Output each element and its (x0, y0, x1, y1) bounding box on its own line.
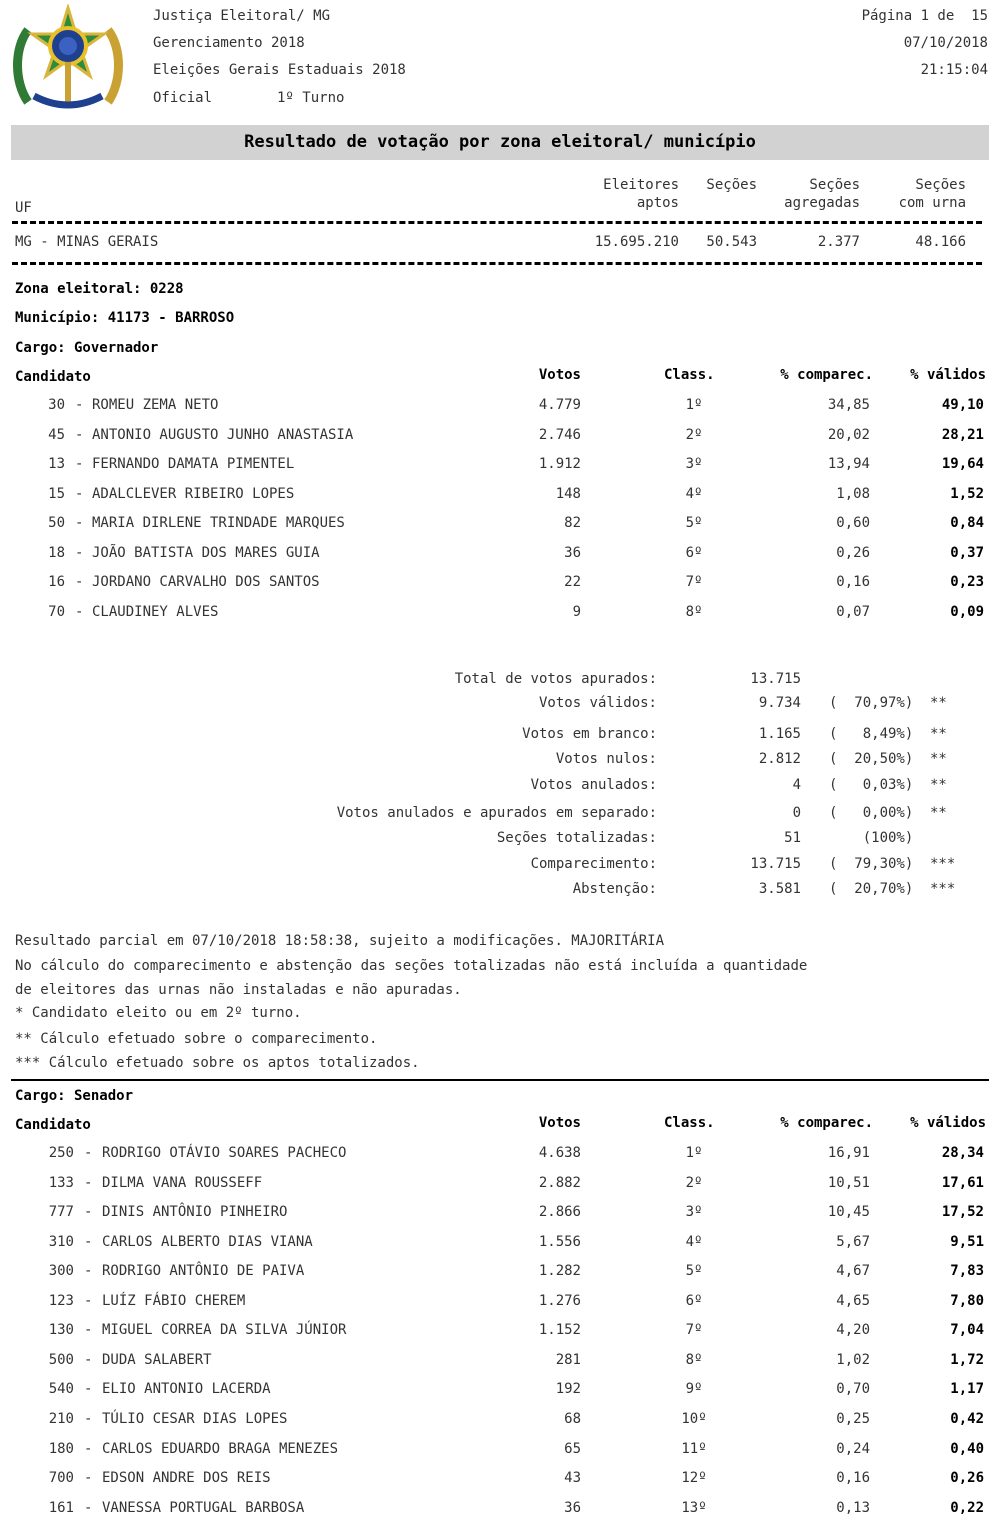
dash-separator: - (84, 1174, 93, 1191)
candidate-class: 5º (685, 1263, 703, 1280)
summary-row (0, 856, 1000, 878)
summary-value: 13.715 (750, 671, 801, 687)
table-row (0, 397, 1000, 421)
summary-value: 2.812 (758, 751, 801, 767)
dash-separator: - (75, 603, 84, 620)
dash-separator: - (84, 1381, 93, 1398)
candidate-number: 130 (48, 1322, 74, 1339)
candidate-validos: 1,17 (950, 1381, 984, 1398)
candidate-class: 3º (685, 456, 703, 473)
candidate-name: CLAUDINEY ALVES (92, 603, 219, 620)
dash-separator: - (84, 1233, 93, 1250)
candidate-name: EDSON ANDRE DOS REIS (102, 1470, 271, 1487)
col-candidato: Candidato (15, 369, 91, 385)
candidate-validos: 0,40 (950, 1440, 984, 1457)
header-election: Eleições Gerais Estaduais 2018 (153, 62, 406, 78)
uf-eleitores: 15.695.210 (594, 234, 679, 250)
candidate-number: 250 (48, 1145, 74, 1161)
dashed-divider (12, 262, 982, 265)
candidate-comparec: 4,65 (836, 1292, 870, 1309)
candidate-votes: 2.882 (538, 1174, 581, 1191)
table-row (0, 1234, 1000, 1258)
summary-label: Votos anulados e apurados em separado: (336, 805, 657, 821)
header-round: 1º Turno (277, 90, 345, 106)
candidate-votes: 9 (572, 603, 581, 620)
candidate-number: 300 (48, 1263, 74, 1280)
candidate-validos: 1,52 (950, 485, 984, 502)
uf-name: MG - MINAS GERAIS (15, 234, 159, 250)
dash-separator: - (75, 515, 84, 532)
summary-mark: *** (930, 881, 956, 897)
summary-mark: ** (930, 726, 947, 742)
summary-percent: ( 0,00%) (829, 805, 914, 821)
col-votos: Votos (538, 367, 581, 383)
candidate-number: 700 (48, 1470, 74, 1487)
candidate-class: 8º (685, 1351, 703, 1368)
candidate-name: LUÍZ FÁBIO CHEREM (102, 1292, 246, 1309)
table-row (0, 1441, 1000, 1465)
dash-separator: - (75, 456, 84, 473)
summary-value: 9.734 (758, 695, 801, 711)
summary-percent: ( 70,97%) (829, 695, 914, 711)
candidate-votes: 22 (564, 574, 581, 591)
candidate-class: 3º (685, 1204, 703, 1221)
summary-value: 1.165 (758, 726, 801, 742)
candidate-name: MIGUEL CORREA DA SILVA JÚNIOR (102, 1322, 347, 1339)
summary-value: 3.581 (758, 881, 801, 897)
table-row (0, 574, 1000, 598)
candidate-name: VANESSA PORTUGAL BARBOSA (102, 1499, 305, 1516)
candidate-comparec: 5,67 (836, 1233, 870, 1250)
candidate-number: 45 (48, 426, 65, 443)
summary-mark: *** (930, 856, 956, 872)
uf-header-eleitores-2: aptos (636, 195, 679, 211)
header-page: Página 1 de 15 (861, 8, 988, 24)
candidate-comparec: 1,08 (836, 485, 870, 502)
candidate-name: JORDANO CARVALHO DOS SANTOS (92, 574, 320, 591)
table-row (0, 1145, 1000, 1169)
candidate-class: 4º (685, 1233, 703, 1250)
candidate-number: 180 (48, 1440, 74, 1457)
zona-label: Zona eleitoral: 0228 (15, 281, 184, 297)
summary-row (0, 726, 1000, 748)
candidate-name: TÚLIO CESAR DIAS LOPES (102, 1410, 288, 1427)
footnote-line: * Candidato eleito ou em 2º turno. (15, 1005, 302, 1021)
dash-separator: - (84, 1351, 93, 1368)
candidate-number: 16 (48, 574, 65, 591)
summary-label: Total de votos apurados: (454, 671, 657, 687)
candidate-comparec: 0,70 (836, 1381, 870, 1398)
summary-row (0, 881, 1000, 903)
candidate-votes: 68 (564, 1410, 581, 1427)
table-row (0, 604, 1000, 628)
summary-value: 13.715 (750, 856, 801, 872)
candidate-validos: 0,37 (950, 544, 984, 561)
candidate-votes: 1.556 (538, 1233, 581, 1250)
summary-value: 4 (792, 777, 801, 793)
candidate-validos: 28,21 (941, 426, 984, 443)
summary-row (0, 671, 1000, 693)
summary-label: Comparecimento: (530, 856, 657, 872)
dash-separator: - (84, 1204, 93, 1221)
cargo-governador: Cargo: Governador (15, 340, 159, 356)
candidate-comparec: 16,91 (827, 1145, 870, 1161)
candidate-number: 18 (48, 544, 65, 561)
dash-separator: - (84, 1499, 93, 1516)
table-row (0, 545, 1000, 569)
col-class: Class. (664, 1115, 715, 1131)
candidate-class: 2º (685, 426, 703, 443)
summary-label: Votos em branco: (522, 726, 657, 742)
table-row (0, 1263, 1000, 1287)
dash-separator: - (75, 544, 84, 561)
dashed-divider (12, 221, 982, 224)
summary-percent: ( 20,50%) (829, 751, 914, 767)
dash-separator: - (84, 1410, 93, 1427)
candidate-comparec: 20,02 (827, 426, 870, 443)
header-type: Oficial (153, 90, 213, 106)
candidate-class: 1º (685, 397, 703, 413)
candidate-votes: 192 (555, 1381, 581, 1398)
candidate-name: DILMA VANA ROUSSEFF (102, 1174, 263, 1191)
candidate-comparec: 0,60 (836, 515, 870, 532)
candidate-validos: 49,10 (941, 397, 984, 413)
summary-row (0, 830, 1000, 852)
col-validos: % válidos (910, 367, 986, 383)
cargo-senador: Cargo: Senador (15, 1088, 134, 1104)
candidate-comparec: 0,25 (836, 1410, 870, 1427)
candidate-votes: 4.638 (538, 1145, 581, 1161)
report-title: Resultado de votação por zona eleitoral/ município (11, 125, 989, 160)
candidate-class: 12º (681, 1470, 707, 1487)
dash-separator: - (75, 574, 84, 591)
candidate-name: RODRIGO OTÁVIO SOARES PACHECO (102, 1145, 347, 1161)
candidate-name: CARLOS ALBERTO DIAS VIANA (102, 1233, 313, 1250)
candidate-number: 210 (48, 1410, 74, 1427)
candidate-class: 6º (685, 1292, 703, 1309)
candidate-number: 310 (48, 1233, 74, 1250)
candidate-class: 1º (685, 1145, 703, 1161)
candidate-votes: 1.152 (538, 1322, 581, 1339)
candidate-number: 15 (48, 485, 65, 502)
table-row (0, 515, 1000, 539)
candidate-comparec: 0,26 (836, 544, 870, 561)
table-row (0, 1411, 1000, 1435)
candidate-comparec: 0,24 (836, 1440, 870, 1457)
summary-mark: ** (930, 751, 947, 767)
candidate-class: 9º (685, 1381, 703, 1398)
candidate-votes: 148 (555, 485, 581, 502)
candidate-comparec: 0,16 (836, 574, 870, 591)
candidate-number: 161 (48, 1499, 74, 1516)
summary-row (0, 805, 1000, 827)
candidate-validos: 7,83 (950, 1263, 984, 1280)
candidate-comparec: 1,02 (836, 1351, 870, 1368)
summary-mark: ** (930, 805, 947, 821)
table-row (0, 1322, 1000, 1346)
summary-row (0, 777, 1000, 799)
summary-value: 51 (784, 830, 801, 846)
candidate-validos: 0,09 (950, 603, 984, 620)
candidate-votes: 2.866 (538, 1204, 581, 1221)
summary-percent: ( 79,30%) (829, 856, 914, 872)
candidate-validos: 1,72 (950, 1351, 984, 1368)
col-comparec: % comparec. (780, 1115, 873, 1131)
summary-row (0, 695, 1000, 717)
candidate-class: 2º (685, 1174, 703, 1191)
candidate-name: ANTONIO AUGUSTO JUNHO ANASTASIA (92, 426, 354, 443)
uf-header-uf: UF (15, 200, 32, 216)
candidate-class: 4º (685, 485, 703, 502)
table-row (0, 427, 1000, 451)
footnote-line: No cálculo do comparecimento e abstenção das seções totalizadas não está incluída a quantidade (15, 958, 808, 974)
candidate-validos: 17,52 (941, 1204, 984, 1221)
candidate-name: CARLOS EDUARDO BRAGA MENEZES (102, 1440, 339, 1457)
header-org: Justiça Eleitoral/ MG (153, 8, 331, 24)
candidate-comparec: 34,85 (827, 397, 870, 413)
brazil-coat-of-arms-icon (10, 4, 126, 116)
candidate-comparec: 0,13 (836, 1499, 870, 1516)
candidate-validos: 17,61 (941, 1174, 984, 1191)
candidate-class: 7º (685, 1322, 703, 1339)
table-row (0, 486, 1000, 510)
header-time: 21:15:04 (920, 62, 988, 78)
candidate-class: 7º (685, 574, 703, 591)
candidate-name: ELIO ANTONIO LACERDA (102, 1381, 271, 1398)
candidate-votes: 4.779 (538, 397, 581, 413)
candidate-comparec: 13,94 (827, 456, 870, 473)
candidate-votes: 281 (555, 1351, 581, 1368)
footnote-line: de eleitores das urnas não instaladas e não apuradas. (15, 982, 462, 998)
table-row (0, 1500, 1000, 1524)
dash-separator: - (84, 1292, 93, 1309)
candidate-votes: 1.912 (538, 456, 581, 473)
candidate-validos: 0,26 (950, 1470, 984, 1487)
summary-mark: ** (930, 695, 947, 711)
candidate-comparec: 10,51 (827, 1174, 870, 1191)
candidate-name: DUDA SALABERT (102, 1351, 212, 1368)
candidate-number: 70 (48, 603, 65, 620)
col-candidato: Candidato (15, 1117, 91, 1133)
summary-label: Votos nulos: (555, 751, 657, 767)
col-votos: Votos (538, 1115, 581, 1131)
section-divider (11, 1079, 989, 1081)
dash-separator: - (84, 1440, 93, 1457)
uf-header-agregadas-1: Seções (809, 177, 860, 193)
summary-percent: ( 8,49%) (829, 726, 914, 742)
candidate-votes: 36 (564, 544, 581, 561)
candidate-class: 8º (685, 603, 703, 620)
candidate-comparec: 0,16 (836, 1470, 870, 1487)
candidate-validos: 0,42 (950, 1410, 984, 1427)
summary-label: Votos anulados: (530, 777, 657, 793)
uf-agregadas: 2.377 (817, 234, 860, 250)
candidate-number: 500 (48, 1351, 74, 1368)
candidate-name: ROMEU ZEMA NETO (92, 397, 219, 413)
summary-percent: ( 20,70%) (829, 881, 914, 897)
table-row (0, 1352, 1000, 1376)
candidate-class: 10º (681, 1410, 707, 1427)
candidate-comparec: 0,07 (836, 603, 870, 620)
table-row (0, 1293, 1000, 1317)
candidate-class: 13º (681, 1499, 707, 1516)
summary-percent: (100%) (829, 830, 914, 846)
candidate-number: 13 (48, 456, 65, 473)
header-date: 07/10/2018 (903, 35, 988, 51)
candidate-validos: 7,80 (950, 1292, 984, 1309)
candidate-number: 777 (48, 1204, 74, 1221)
dash-separator: - (75, 485, 84, 502)
candidate-name: DINIS ANTÔNIO PINHEIRO (102, 1204, 288, 1221)
col-class: Class. (664, 367, 715, 383)
candidate-votes: 36 (564, 1499, 581, 1516)
col-validos: % válidos (910, 1115, 986, 1131)
dash-separator: - (84, 1322, 93, 1339)
summary-mark: ** (930, 777, 947, 793)
header-system: Gerenciamento 2018 (153, 35, 305, 51)
uf-header-secoes: Seções (706, 177, 757, 193)
candidate-validos: 0,23 (950, 574, 984, 591)
municipio-label: Município: 41173 - BARROSO (15, 310, 235, 326)
uf-secoes: 50.543 (706, 234, 757, 250)
candidate-validos: 9,51 (950, 1233, 984, 1250)
table-row (0, 1470, 1000, 1494)
candidate-validos: 7,04 (950, 1322, 984, 1339)
candidate-name: JOÃO BATISTA DOS MARES GUIA (92, 544, 320, 561)
candidate-number: 133 (48, 1174, 74, 1191)
candidate-votes: 82 (564, 515, 581, 532)
uf-com-urna: 48.166 (915, 234, 966, 250)
candidate-class: 6º (685, 544, 703, 561)
uf-header-eleitores-1: Eleitores (603, 177, 679, 193)
table-row (0, 1175, 1000, 1199)
dash-separator: - (84, 1145, 93, 1161)
candidate-comparec: 4,20 (836, 1322, 870, 1339)
dash-separator: - (75, 397, 84, 413)
candidate-class: 11º (681, 1440, 707, 1457)
candidate-votes: 2.746 (538, 426, 581, 443)
candidate-votes: 1.276 (538, 1292, 581, 1309)
summary-row (0, 751, 1000, 773)
uf-header-urna-2: com urna (898, 195, 966, 211)
summary-percent: ( 0,03%) (829, 777, 914, 793)
table-row (0, 456, 1000, 480)
candidate-comparec: 4,67 (836, 1263, 870, 1280)
candidate-class: 5º (685, 515, 703, 532)
candidate-name: RODRIGO ANTÔNIO DE PAIVA (102, 1263, 305, 1280)
candidate-validos: 0,22 (950, 1499, 984, 1516)
candidate-number: 123 (48, 1292, 74, 1309)
candidate-votes: 1.282 (538, 1263, 581, 1280)
candidate-comparec: 10,45 (827, 1204, 870, 1221)
candidate-votes: 43 (564, 1470, 581, 1487)
footnote-line: Resultado parcial em 07/10/2018 18:58:38, sujeito a modificações. MAJORITÁRIA (15, 933, 665, 949)
candidate-validos: 28,34 (941, 1145, 984, 1161)
table-row (0, 1204, 1000, 1228)
table-row (0, 1381, 1000, 1405)
candidate-number: 30 (48, 397, 65, 413)
footnote-line: ** Cálculo efetuado sobre o comparecimento. (15, 1031, 378, 1047)
uf-header-urna-1: Seções (915, 177, 966, 193)
summary-value: 0 (792, 805, 801, 821)
dash-separator: - (75, 426, 84, 443)
candidate-number: 540 (48, 1381, 74, 1398)
candidate-validos: 0,84 (950, 515, 984, 532)
candidate-name: MARIA DIRLENE TRINDADE MARQUES (92, 515, 345, 532)
candidate-validos: 19,64 (941, 456, 984, 473)
dash-separator: - (84, 1263, 93, 1280)
summary-label: Abstenção: (572, 881, 657, 897)
summary-label: Seções totalizadas: (496, 830, 657, 846)
summary-label: Votos válidos: (538, 695, 657, 711)
candidate-votes: 65 (564, 1440, 581, 1457)
candidate-number: 50 (48, 515, 65, 532)
footnote-line: *** Cálculo efetuado sobre os aptos totalizados. (15, 1055, 420, 1071)
dash-separator: - (84, 1470, 93, 1487)
col-comparec: % comparec. (780, 367, 873, 383)
candidate-name: FERNANDO DAMATA PIMENTEL (92, 456, 295, 473)
uf-header-agregadas-2: agregadas (784, 195, 860, 211)
candidate-name: ADALCLEVER RIBEIRO LOPES (92, 485, 295, 502)
